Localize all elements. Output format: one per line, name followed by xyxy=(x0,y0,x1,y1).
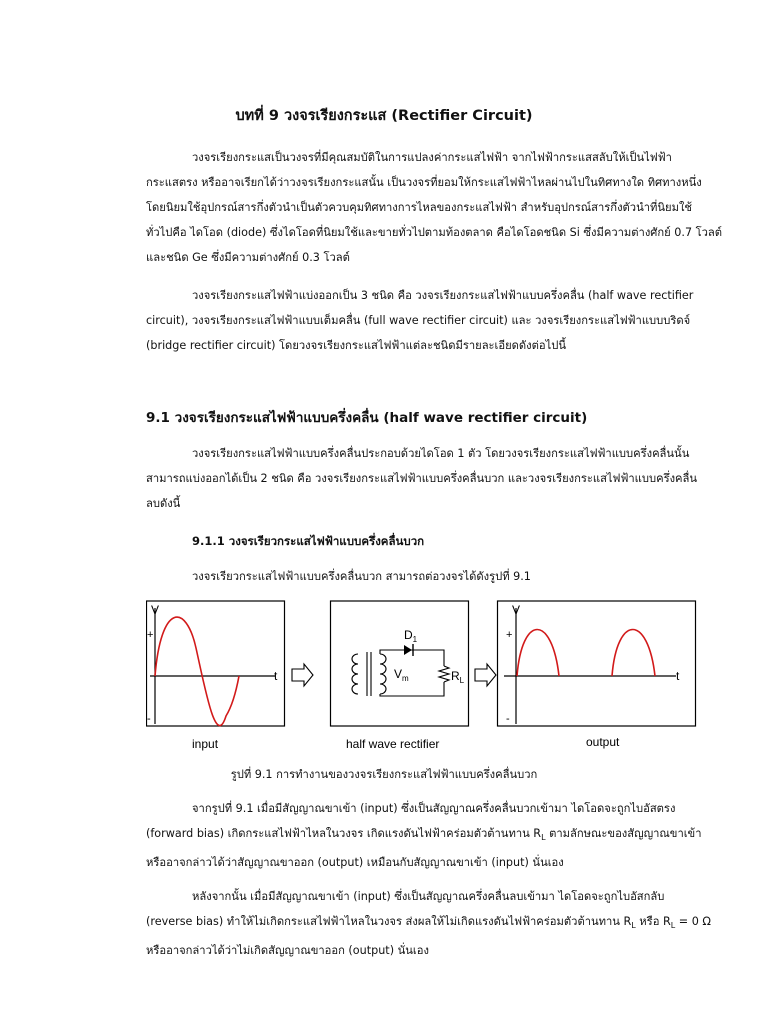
input-sine-wave xyxy=(155,617,239,725)
rectifier-panel xyxy=(331,601,469,751)
figure-9-1 xyxy=(146,598,698,754)
text-line: สามารถแบ่งออกได้เป็น 2 ชนิด คือ วงจรเรียงกระแสไฟฟ้าแบบครึ่งคลื่นบวก และวงจรเรียงกระแสไฟฟ้าแบบครึ่งคลื่น xyxy=(146,472,698,485)
output-panel xyxy=(498,601,696,749)
circuit-wire-bottom xyxy=(380,682,444,696)
input-t-label: t xyxy=(274,669,278,683)
output-half-wave-1 xyxy=(517,630,559,677)
section-heading: 9.1 วงจรเรียงกระแสไฟฟ้าแบบครึ่งคลื่น (half wave rectifier circuit) xyxy=(146,410,588,426)
subsection-heading: 9.1.1 วงจรเรียวกระแสไฟฟ้าแบบครึ่งคลื่นบวก xyxy=(192,534,425,548)
text-line: โดยนิยมใช้อุปกรณ์สารกึ่งตัวนำเป็นตัวควบคุมทิศทางการไหลของกระแสไฟฟ้า สำหรับอุปกรณ์สารกึ่งตัวนำที่นิยมใช้ xyxy=(146,201,693,214)
text-line: หลังจากนั้น เมื่อมีสัญญาณขาเข้า (input) ซึ่งเป็นสัญญาณครึ่งคลื่นลบเข้ามา ไดโอดจะถูกไบอัสกลับ xyxy=(192,890,665,903)
input-label: input xyxy=(192,737,219,751)
output-v-label: V xyxy=(512,603,521,617)
rectifier-label: half wave rectifier xyxy=(346,737,440,751)
rectifier-frame xyxy=(331,601,469,726)
figure-caption: รูปที่ 9.1 การทำงานของวงจรเรียงกระแสไฟฟ้าแบบครึ่งคลื่นบวก xyxy=(230,768,538,781)
resistor-icon xyxy=(439,666,449,682)
reverse-bias-paragraph xyxy=(146,884,711,963)
section-paragraph xyxy=(146,441,696,516)
input-panel xyxy=(147,601,285,751)
output-minus-label: - xyxy=(506,713,510,725)
input-v-label: V xyxy=(151,603,160,617)
arrow-right-icon xyxy=(292,664,313,686)
text-line: วงจรเรียงกระแสไฟฟ้าแบ่งออกเป็น 3 ชนิด คือ วงจรเรียงกระแสไฟฟ้าแบบครึ่งคลื่น (half wave rectifier xyxy=(192,289,694,302)
text-line: ลบดังนี้ xyxy=(146,497,181,510)
text-line: วงจรเรียงกระแสไฟฟ้าแบบครึ่งคลื่นประกอบด้วยไดโอด 1 ตัว โดยวงจรเรียงกระแสไฟฟ้าแบบครึ่งคลื่นนั้น xyxy=(192,447,690,460)
output-t-label: t xyxy=(676,669,680,683)
output-frame xyxy=(498,601,696,726)
input-minus-label: - xyxy=(147,713,151,725)
transformer-primary-coil xyxy=(352,654,358,694)
text-line: (reverse bias) ทำให้ไม่เกิดกระแสไฟฟ้าไหลในวงจร ส่งผลให้ไม่เกิดแรงดันไฟฟ้าคร่อมตัวต้านทาน $R_L$ หรือ $R_L = 0$ Ω xyxy=(146,915,711,931)
text-line: วงจรเรียงกระแสเป็นวงจรที่มีคุณสมบัติในการแปลงค่ากระแสไฟฟ้า จากไฟฟ้ากระแสสลับให้เป็นไฟฟ้า xyxy=(192,151,672,164)
text-line: ทั่วไปคือ ไดโอด (diode) ซึ่งไดโอดที่นิยมใช้และขายทั่วไปตามท้องตลาด คือไดโอดชนิด Si ซึ่งมีความต่างศักย์ 0.7 โวลต์ xyxy=(146,226,723,239)
text-line: หรืออาจกล่าวได้ว่าสัญญาณขาออก (output) เหมือนกับสัญญาณขาเข้า (input) นั่นเอง xyxy=(146,856,564,870)
vm-label: $V_m$ xyxy=(394,667,409,683)
diode-label: $D_1$ xyxy=(404,628,418,644)
forward-bias-paragraph xyxy=(146,796,702,875)
chapter-title: บทที่ 9 วงจรเรียงกระแส (Rectifier Circuit) xyxy=(235,108,533,124)
text-line: จากรูปที่ 9.1 เมื่อมีสัญญาณขาเข้า (input) ซึ่งเป็นสัญญาณครึ่งคลื่นบวกเข้ามา ไดโอดจะถูกไบอัสตรง xyxy=(192,802,676,815)
output-label: output xyxy=(586,735,620,749)
circuit-wire-top xyxy=(380,650,444,666)
text-line: วงจรเรียวกระแสไฟฟ้าแบบครึ่งคลื่นบวก สามารถต่อวงจรได้ดังรูปที่ 9.1 xyxy=(192,570,531,583)
resistor-label: $R_L$ xyxy=(451,669,465,685)
text-line: circuit), วงจรเรียงกระแสไฟฟ้าแบบเต็มคลื่น (full wave rectifier circuit) และ วงจรเรียงกระแสไฟฟ้าแบบบริดจ์ xyxy=(146,314,691,327)
output-half-wave-2 xyxy=(612,630,655,677)
diode-icon xyxy=(404,645,412,655)
input-frame xyxy=(147,601,285,726)
output-plus-label: + xyxy=(506,629,513,641)
subsection-paragraph xyxy=(146,564,696,589)
text-line: กระแสตรง หรืออาจเรียกได้ว่าวงจรเรียงกระแสนั้น เป็นวงจรที่ยอมให้กระแสไฟฟ้าไหลผ่านไปในทิศทางใด ทิศทางหนึ่ง xyxy=(146,176,702,189)
input-plus-label: + xyxy=(147,629,154,641)
arrow-right-icon xyxy=(475,664,496,686)
intro-paragraph xyxy=(146,145,723,270)
text-line: (bridge rectifier circuit) โดยวงจรเรียงกระแสไฟฟ้าแต่ละชนิดมีรายละเอียดดังต่อไปนี้ xyxy=(146,339,567,352)
transformer-secondary-coil xyxy=(380,654,386,694)
text-line: (forward bias) เกิดกระแสไฟฟ้าไหลในวงจร เกิดแรงดันไฟฟ้าคร่อมตัวต้านทาน $R_L$ ตามลักษณะของสัญญาณขาเข้า xyxy=(146,827,702,843)
text-line: หรืออาจกล่าวได้ว่าไม่เกิดสัญญาณขาออก (output) นั่นเอง xyxy=(146,944,429,958)
text-line: และชนิด Ge ซึ่งมีความต่างศักย์ 0.3 โวลต์ xyxy=(146,251,350,264)
types-paragraph xyxy=(146,283,696,358)
